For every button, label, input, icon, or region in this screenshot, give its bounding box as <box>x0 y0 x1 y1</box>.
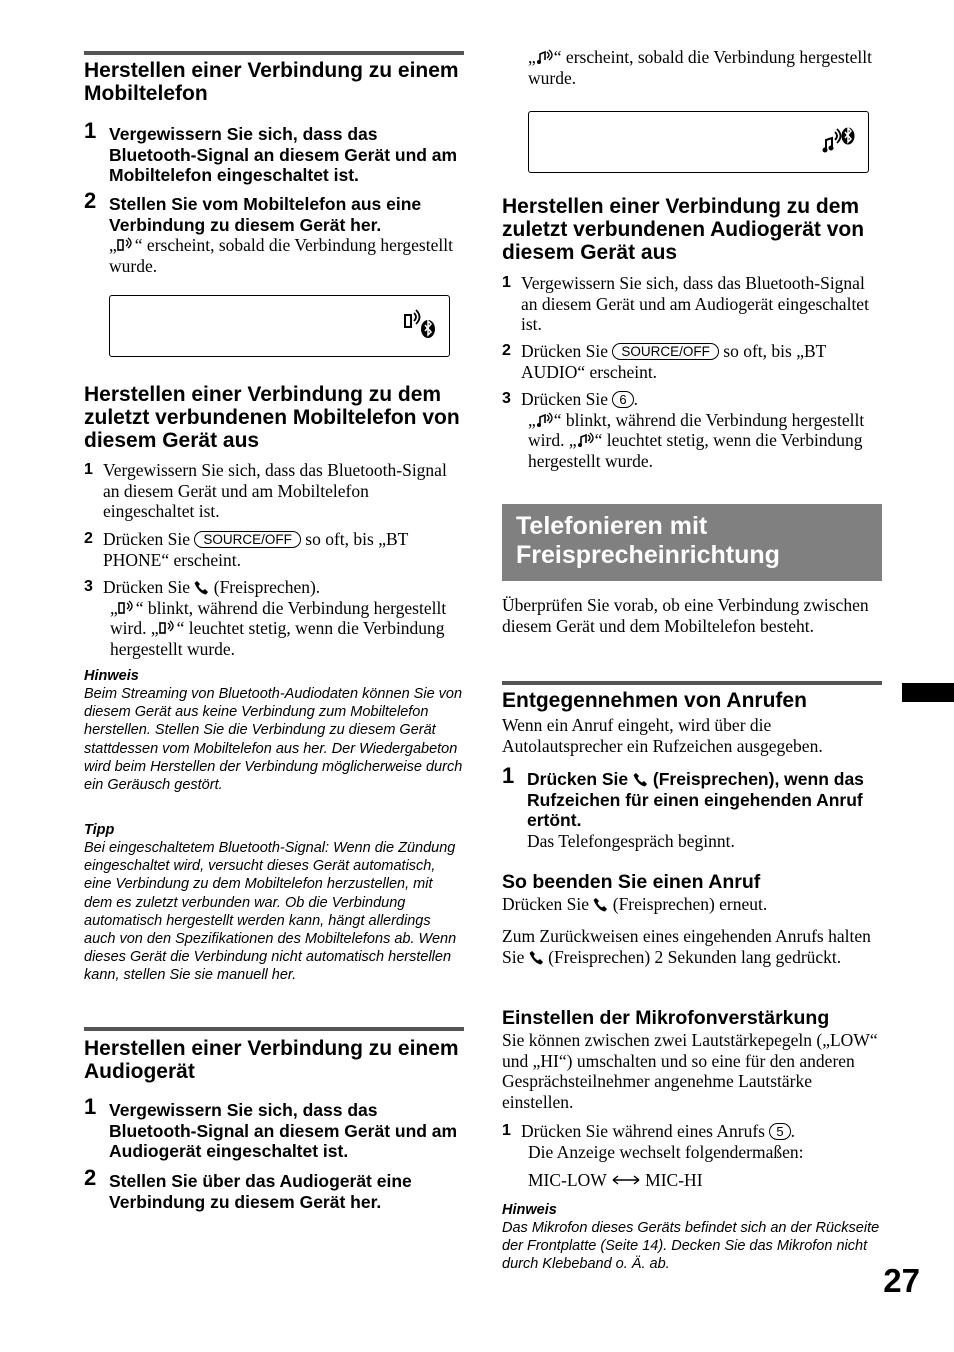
list-item: 1 Vergewissern Sie sich, dass das Bluetooth-Signal an diesem Gerät und am Mobiltelefon eingeschaltet ist. <box>84 460 447 521</box>
list-item: 1 Drücken Sie während eines Anrufs 5 . Die Anzeige wechselt folgendermaßen: MIC-LOW MIC-HI <box>502 1121 882 1191</box>
continued-text: „ “ erscheint, sobald die Verbindung hergestellt wurde. <box>528 47 872 88</box>
list-item: 3 Drücken Sie 6 . „ “ blinkt, während die Verbindung hergestellt wird. „ “ leuchtet stetig, wenn die Verbindung hergestellt wurde. <box>502 389 865 471</box>
phone-bt-icon <box>401 306 437 340</box>
source-off-button: SOURCE/OFF <box>194 531 301 548</box>
step-2: 2 Stellen Sie über das Audiogerät eine Verbindung zu diesem Gerät her. <box>84 1165 412 1212</box>
page-number: 27 <box>883 1262 920 1299</box>
subsection-title-end-call: So beenden Sie einen Anruf <box>502 871 761 893</box>
section-rule <box>84 1027 464 1031</box>
number-5-button: 5 <box>769 1123 790 1140</box>
section-title-mobile: Herstellen einer Verbindung zu einem Mobiltelefon <box>84 59 459 105</box>
subsection-title-mic-gain: Einstellen der Mikrofonverstärkung <box>502 1007 830 1029</box>
chapter-banner: Telefonieren mit Freisprecheinrichtung <box>502 504 882 581</box>
note-block: Hinweis Beim Streaming von Bluetooth-Audiodaten können Sie von diesem Gerät aus keine Verbindung zum Mobiltelefon herstellen. Stellen Sie die Verbindung zu diesem Gerät stattdessen vom Mobiltelefon aus her. Der Wiedergabeton wird beim Herstellen der Verbindung möglicherweise durch ein Geräusch gestört. <box>84 668 463 794</box>
mic-toggle-sequence: MIC-LOW MIC-HI <box>528 1170 703 1190</box>
note-block: Hinweis Das Mikrofon dieses Geräts befindet sich an der Rückseite der Frontplatte (Seite 14). Decken Sie das Mikrofon nicht durch Klebeband o. Ä. ab. <box>502 1202 880 1273</box>
list-item: 2 Drücken Sie SOURCE/OFF so oft, bis „BT AUDIO“ erscheint. <box>502 341 827 382</box>
tip-block: Tipp Bei eingeschaltetem Bluetooth-Signal: Wenn die Zündung eingeschaltet wird, versucht dieses Gerät automatisch, eine Verbindung zu dem Mobiltelefon herzustellen, mit dem es zuletzt verbunden war. Ob die Verbindung automatisch hergestellt werden kann, hängt allerdings auch von den Spezifikationen des Mobiltelefons ab. Wenn dieses Gerät die Verbindung nicht automatisch herstellen kann, stellen Sie sie manuell her. <box>84 822 457 984</box>
intro-text: Überprüfen Sie vorab, ob eine Verbindung zwischen diesem Gerät und dem Mobiltelefon besteht. <box>502 595 869 636</box>
section-title-answer-calls: Entgegennehmen von Anrufen <box>502 689 807 712</box>
audio-bt-icon <box>536 411 554 428</box>
list-item: 1 Vergewissern Sie sich, dass das Bluetooth-Signal an diesem Gerät und am Audiogerät eingeschaltet ist. <box>502 273 869 334</box>
audio-bt-icon <box>577 431 595 448</box>
step-1: 1 Drücken Sie (Freisprechen), wenn das Rufzeichen für einen eingehenden Anruf ertönt. Das Telefongespräch beginnt. <box>502 763 864 851</box>
step-2: 2 Stellen Sie vom Mobiltelefon aus eine Verbindung zu diesem Gerät her. „ “ erscheint, sobald die Verbindung hergestellt wurde. <box>84 194 464 276</box>
step-2-result: „ “ erscheint, sobald die Verbindung hergestellt wurde. <box>109 235 453 276</box>
number-6-button: 6 <box>612 391 633 408</box>
handsfree-phone-icon <box>529 950 544 965</box>
handsfree-phone-icon <box>633 772 648 787</box>
section-title-last-audio: Herstellen einer Verbindung zu dem zuletzt verbundenen Audiogerät von diesem Gerät aus <box>502 195 865 264</box>
audio-bt-icon <box>820 122 856 156</box>
handsfree-phone-icon <box>593 897 608 912</box>
list-item: 3 Drücken Sie (Freisprechen). „ “ blinkt, während die Verbindung hergestellt wird. „ “ leuchtet stetig, wenn die Verbindung hergestellt wurde. <box>84 577 447 659</box>
phone-bt-icon <box>159 619 177 636</box>
list-item: 2 Drücken Sie SOURCE/OFF so oft, bis „BT PHONE“ erscheint. <box>84 529 409 570</box>
step-1: 1 Vergewissern Sie sich, dass das Bluetooth-Signal an diesem Gerät und am Mobiltelefon eingeschaltet ist. <box>84 118 458 185</box>
section-title-last-mobile: Herstellen einer Verbindung zu dem zuletzt verbundenen Mobiltelefon von diesem Gerät aus <box>84 383 460 452</box>
audio-bt-icon <box>536 48 554 65</box>
source-off-button: SOURCE/OFF <box>612 343 719 360</box>
chapter-tab-marker <box>902 683 954 702</box>
lcd-display <box>528 111 869 173</box>
section-rule <box>502 681 882 685</box>
step-1: 1 Vergewissern Sie sich, dass das Bluetooth-Signal an diesem Gerät und am Audiogerät eingeschaltet ist. <box>84 1094 458 1161</box>
phone-bt-icon <box>118 599 136 616</box>
handsfree-phone-icon <box>194 580 209 595</box>
phone-bt-icon <box>117 236 135 253</box>
section-rule <box>84 51 464 55</box>
double-arrow-icon <box>611 1175 641 1185</box>
section-title-audio: Herstellen einer Verbindung zu einem Audiogerät <box>84 1037 459 1083</box>
lcd-display <box>109 295 450 357</box>
